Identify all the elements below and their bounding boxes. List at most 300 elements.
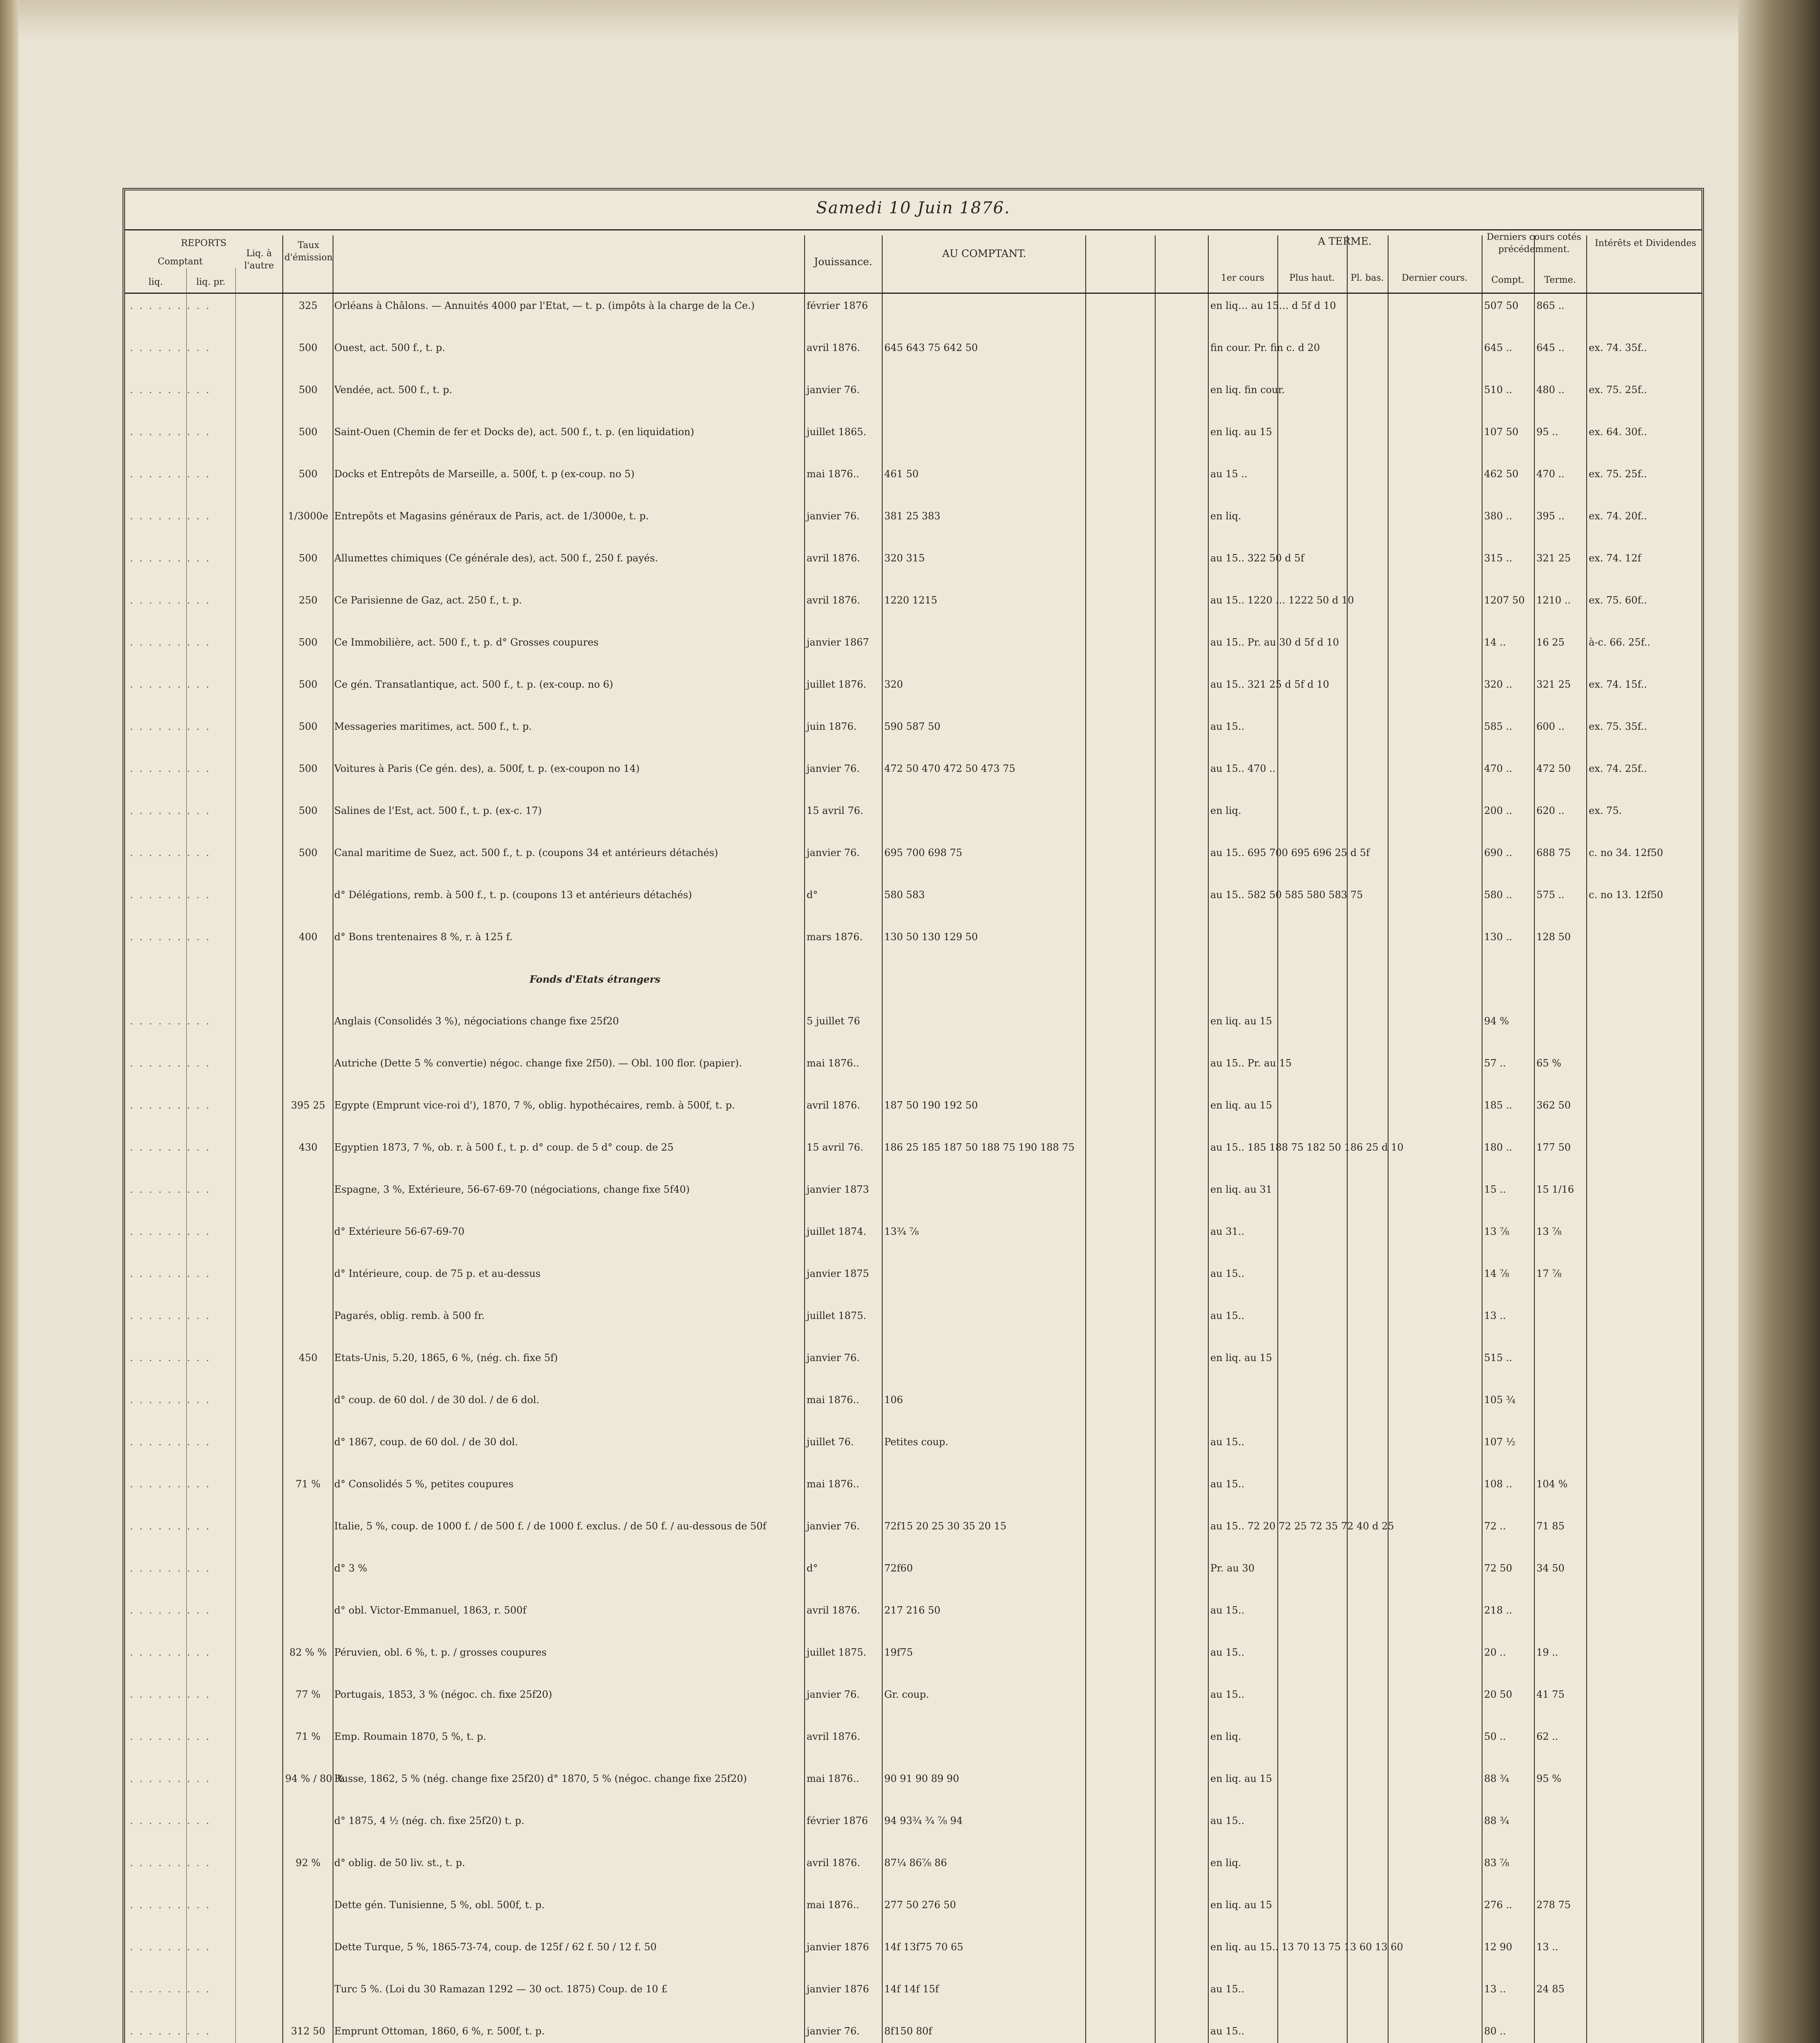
last-compt-cell: 180 .. (1484, 1142, 1512, 1153)
reports-dots: . . . . . . . . . (130, 1352, 211, 1363)
jouissance-cell: janvier 1876 (807, 1941, 869, 1953)
terme-cell: en liq. (1210, 1731, 1241, 1742)
comptant-cell: 130 50 130 129 50 (884, 931, 978, 943)
jouissance-cell: juillet 1876. (807, 679, 867, 690)
dividend-cell: ex. 74. 15f.. (1589, 679, 1647, 690)
designation-cell: Portugais, 1853, 3 % (négoc. ch. fixe 25f20) (334, 1689, 552, 1700)
jouissance-cell: février 1876 (807, 1815, 868, 1826)
reports-dots: . . . . . . . . . (130, 2025, 211, 2037)
reports-dots: . . . . . . . . . (130, 1142, 211, 1153)
terme-cell: en liq. au 15.. 13 70 13 75 13 60 13 60 (1210, 1941, 1403, 1953)
comptant-cell: 106 (884, 1394, 903, 1406)
quotation-row (125, 381, 1701, 402)
header-reports: REPORTS (181, 238, 227, 248)
designation-cell: Egypte (Emprunt vice-roi d'), 1870, 7 %, oblig. hypothécaires, remb. à 500f, t. p. (334, 1100, 735, 1111)
comptant-cell: 72f15 20 25 30 35 20 15 (884, 1520, 1006, 1532)
reports-dots: . . . . . . . . . (130, 1773, 211, 1784)
header-plus-haut: Plus haut. (1289, 273, 1335, 283)
designation-cell: Russe, 1862, 5 % (nég. change fixe 25f20) d° 1870, 5 % (négoc. change fixe 25f20) (334, 1773, 747, 1784)
quotation-row (125, 1307, 1701, 1328)
jouissance-cell: juin 1876. (807, 721, 857, 732)
quotation-row (125, 1096, 1701, 1118)
taux-cell: 82 % % (289, 1647, 327, 1658)
reports-dots: . . . . . . . . . (130, 1394, 211, 1406)
quotation-row (125, 2022, 1701, 2043)
jouissance-cell: mars 1876. (807, 931, 863, 943)
last-compt-cell: 13 .. (1484, 1310, 1506, 1321)
quotation-row (125, 718, 1701, 739)
taux-cell: 71 % (295, 1478, 321, 1490)
reports-dots: . . . . . . . . . (130, 1478, 211, 1490)
last-compt-cell: 72 50 (1484, 1562, 1512, 1574)
comptant-cell: 186 25 185 187 50 188 75 190 188 75 (884, 1142, 1075, 1153)
last-compt-cell: 585 .. (1484, 721, 1512, 732)
last-compt-cell: 510 .. (1484, 384, 1512, 396)
last-compt-cell: 13 ⅞ (1484, 1226, 1509, 1237)
designation-cell: Egyptien 1873, 7 %, ob. r. à 500 f., t. p. d° coup. de 5 d° coup. de 25 (334, 1142, 674, 1153)
quotation-row (125, 886, 1701, 907)
taux-cell: 77 % (295, 1689, 321, 1700)
jouissance-cell: janvier 1867 (807, 637, 869, 648)
header-interets-dividendes: Intérêts et Dividendes (1594, 238, 1697, 248)
last-terme-cell: 15 1/16 (1536, 1184, 1574, 1195)
last-compt-cell: 315 .. (1484, 552, 1512, 564)
terme-cell: au 15.. 72 20 72 25 72 35 72 40 d 25 (1210, 1520, 1394, 1532)
last-terme-cell: 575 .. (1536, 889, 1565, 901)
reports-dots: . . . . . . . . . (130, 1226, 211, 1237)
last-compt-cell: 276 .. (1484, 1899, 1512, 1911)
jouissance-cell: mai 1876.. (807, 1057, 859, 1069)
reports-dots: . . . . . . . . . (130, 1015, 211, 1027)
terme-cell: au 15.. 321 25 d 5f d 10 (1210, 679, 1329, 690)
reports-dots: . . . . . . . . . (130, 1057, 211, 1069)
reports-dots: . . . . . . . . . (130, 552, 211, 564)
last-compt-cell: 88 ¾ (1484, 1815, 1509, 1826)
taux-cell: 500 (299, 763, 317, 774)
reports-dots: . . . . . . . . . (130, 1689, 211, 1700)
last-terme-cell: 16 25 (1536, 637, 1565, 648)
reports-dots: . . . . . . . . . (130, 595, 211, 606)
taux-cell: 500 (299, 342, 317, 353)
header-top-rule (125, 229, 1701, 230)
comptant-cell: 461 50 (884, 468, 919, 480)
quotation-row (125, 1054, 1701, 1075)
designation-cell: Salines de l'Est, act. 500 f., t. p. (ex-c. 17) (334, 805, 542, 816)
last-compt-cell: 107 50 (1484, 426, 1518, 438)
last-terme-cell: 645 .. (1536, 342, 1565, 353)
last-compt-cell: 15 .. (1484, 1184, 1506, 1195)
designation-cell: Voitures à Paris (Ce gén. des), a. 500f, t. p. (ex-coupon no 14) (334, 763, 640, 774)
last-compt-cell: 14 ⅞ (1484, 1268, 1509, 1279)
taux-cell: 450 (299, 1352, 317, 1363)
terme-cell: au 15.. 322 50 d 5f (1210, 552, 1304, 564)
quotation-row (125, 1180, 1701, 1202)
quotation-row (125, 591, 1701, 612)
quotation-row (125, 1812, 1701, 1833)
dividend-cell: ex. 75. 25f.. (1589, 468, 1647, 480)
last-terme-cell: 600 .. (1536, 721, 1565, 732)
last-terme-cell: 65 % (1536, 1057, 1561, 1069)
designation-cell: Emp. Roumain 1870, 5 %, t. p. (334, 1731, 486, 1742)
quotation-row (125, 1433, 1701, 1454)
last-terme-cell: 321 25 (1536, 679, 1571, 690)
jouissance-cell: janvier 1873 (807, 1184, 869, 1195)
terme-cell: au 15.. (1210, 1689, 1245, 1700)
reports-dots: . . . . . . . . . (130, 1647, 211, 1658)
quotation-row (125, 1517, 1701, 1538)
taux-cell: 500 (299, 426, 317, 438)
comptant-cell: 590 587 50 (884, 721, 941, 732)
last-terme-cell: 177 50 (1536, 1142, 1571, 1153)
taux-cell: 500 (299, 805, 317, 816)
jouissance-cell: mai 1876.. (807, 1478, 859, 1490)
terme-cell: fin cour. Pr. fin c. d 20 (1210, 342, 1320, 353)
last-compt-cell: 88 ¾ (1484, 1773, 1509, 1784)
jouissance-cell: janvier 76. (807, 510, 860, 522)
jouissance-cell: janvier 76. (807, 2025, 860, 2037)
last-terme-cell: 321 25 (1536, 552, 1571, 564)
terme-cell: au 15.. Pr. au 30 d 5f d 10 (1210, 637, 1339, 648)
quotation-row (125, 507, 1701, 528)
last-compt-cell: 20 .. (1484, 1647, 1506, 1658)
taux-cell: 325 (299, 300, 317, 311)
last-terme-cell: 19 .. (1536, 1647, 1558, 1658)
jouissance-cell: janvier 76. (807, 384, 860, 396)
reports-dots: . . . . . . . . . (130, 1184, 211, 1195)
designation-cell: Ce gén. Transatlantique, act. 500 f., t. p. (ex-coup. no 6) (334, 679, 613, 690)
reports-dots: . . . . . . . . . (130, 679, 211, 690)
last-compt-cell: 14 .. (1484, 637, 1506, 648)
quotation-row (125, 1559, 1701, 1580)
reports-dots: . . . . . . . . . (130, 805, 211, 816)
quotation-row (125, 297, 1701, 318)
last-compt-cell: 380 .. (1484, 510, 1512, 522)
header-liq-pr: liq. pr. (196, 277, 226, 287)
reports-dots: . . . . . . . . . (130, 721, 211, 732)
comptant-cell: 320 315 (884, 552, 925, 564)
terme-cell: au 15.. (1210, 1436, 1245, 1448)
last-terme-cell: 71 85 (1536, 1520, 1565, 1532)
header-premier-cours: 1er cours (1221, 273, 1265, 283)
last-compt-cell: 80 .. (1484, 2025, 1506, 2037)
terme-cell: en liq. au 15 (1210, 1899, 1272, 1911)
last-compt-cell: 1207 50 (1484, 595, 1525, 606)
dividend-cell: ex. 75. 35f.. (1589, 721, 1647, 732)
comptant-cell: 14f 14f 15f (884, 1983, 939, 1995)
designation-cell: Ouest, act. 500 f., t. p. (334, 342, 445, 353)
terme-cell: au 15.. (1210, 721, 1245, 732)
jouissance-cell: mai 1876.. (807, 1899, 859, 1911)
designation-cell: d° 1867, coup. de 60 dol. / de 30 dol. (334, 1436, 518, 1448)
last-terme-cell: 620 .. (1536, 805, 1565, 816)
last-compt-cell: 20 50 (1484, 1689, 1512, 1700)
designation-cell: d° Intérieure, coup. de 75 p. et au-dessus (334, 1268, 541, 1279)
quotation-row (125, 1854, 1701, 1875)
quotation-row (125, 1012, 1701, 1033)
last-compt-cell: 94 % (1484, 1015, 1509, 1027)
last-terme-cell: 362 50 (1536, 1100, 1571, 1111)
last-compt-cell: 50 .. (1484, 1731, 1506, 1742)
jouissance-cell: janvier 76. (807, 847, 860, 858)
comptant-cell: 645 643 75 642 50 (884, 342, 978, 353)
last-terme-cell: 128 50 (1536, 931, 1571, 943)
taux-cell: 1/3000e (288, 510, 329, 522)
jouissance-cell: juillet 1865. (807, 426, 867, 438)
taux-cell: 500 (299, 679, 317, 690)
designation-cell: d° Consolidés 5 %, petites coupures (334, 1478, 514, 1490)
last-terme-cell: 95 .. (1536, 426, 1558, 438)
taux-cell: 500 (299, 384, 317, 396)
binding-edge-left (0, 0, 18, 2043)
terme-cell: au 15.. (1210, 1268, 1245, 1279)
taux-cell: 500 (299, 637, 317, 648)
section-heading-row (125, 970, 1701, 991)
quotation-row (125, 423, 1701, 444)
taux-cell: 94 % / 80 % (285, 1773, 345, 1784)
designation-cell: Espagne, 3 %, Extérieure, 56-67-69-70 (négociations, change fixe 5f40) (334, 1184, 690, 1195)
last-terme-cell: 1210 .. (1536, 595, 1571, 606)
jouissance-cell: d° (807, 889, 818, 901)
reports-dots: . . . . . . . . . (130, 510, 211, 522)
quotation-row (125, 1223, 1701, 1244)
quotation-row (125, 1138, 1701, 1160)
quotation-row (125, 1265, 1701, 1286)
last-compt-cell: 12 90 (1484, 1941, 1512, 1953)
header-dernier-cours: Dernier cours. (1402, 273, 1468, 283)
designation-cell: d° 3 % (334, 1562, 367, 1574)
designation-cell: Turc 5 %. (Loi du 30 Ramazan 1292 — 30 oct. 1875) Coup. de 10 £ (334, 1983, 668, 1995)
stock-quotation-sheet (123, 188, 1704, 2043)
taux-cell: 500 (299, 721, 317, 732)
designation-cell: d° 1875, 4 ½ (nég. ch. fixe 25f20) t. p. (334, 1815, 525, 1826)
designation-cell: Entrepôts et Magasins généraux de Paris, act. de 1/3000e, t. p. (334, 510, 649, 522)
designation-cell: Saint-Ouen (Chemin de fer et Docks de), act. 500 f., t. p. (en liquidation) (334, 426, 694, 438)
dividend-cell: c. no 13. 12f50 (1589, 889, 1663, 901)
quotation-row (125, 1475, 1701, 1496)
jouissance-cell: juillet 76. (807, 1436, 854, 1448)
quotation-row (125, 633, 1701, 655)
taux-cell: 71 % (295, 1731, 321, 1742)
jouissance-cell: juillet 1875. (807, 1647, 867, 1658)
quotation-row (125, 1896, 1701, 1917)
comptant-cell: 472 50 470 472 50 473 75 (884, 763, 1015, 774)
taux-cell: 400 (299, 931, 317, 943)
terme-cell: au 15.. 470 .. (1210, 763, 1276, 774)
terme-cell: au 15.. (1210, 1310, 1245, 1321)
last-compt-cell: 185 .. (1484, 1100, 1512, 1111)
designation-cell: d° Délégations, remb. à 500 f., t. p. (coupons 13 et antérieurs détachés) (334, 889, 692, 901)
terme-cell: au 15.. 185 188 75 182 50 186 25 d 10 (1210, 1142, 1404, 1153)
designation-cell: d° obl. Victor-Emmanuel, 1863, r. 500f (334, 1605, 526, 1616)
dividend-cell: ex. 74. 25f.. (1589, 763, 1647, 774)
jouissance-cell: mai 1876.. (807, 1773, 859, 1784)
reports-dots: . . . . . . . . . (130, 1857, 211, 1869)
taux-cell: 92 % (295, 1857, 321, 1869)
last-compt-cell: 218 .. (1484, 1605, 1512, 1616)
jouissance-cell: mai 1876.. (807, 468, 859, 480)
reports-dots: . . . . . . . . . (130, 1605, 211, 1616)
terme-cell: au 31.. (1210, 1226, 1245, 1237)
jouissance-cell: mai 1876.. (807, 1394, 859, 1406)
terme-cell: en liq. (1210, 805, 1241, 816)
quotation-row (125, 1601, 1701, 1623)
quotation-row (125, 549, 1701, 570)
dividend-cell: ex. 64. 30f.. (1589, 426, 1647, 438)
comptant-cell: 8f150 80f (884, 2025, 932, 2037)
comptant-cell: 14f 13f75 70 65 (884, 1941, 964, 1953)
comptant-cell: Gr. coup. (884, 1689, 929, 1700)
reports-dots: . . . . . . . . . (130, 1100, 211, 1111)
reports-dots: . . . . . . . . . (130, 637, 211, 648)
quotation-row (125, 802, 1701, 823)
reports-dots: . . . . . . . . . (130, 1983, 211, 1995)
terme-cell: en liq. au 31 (1210, 1184, 1272, 1195)
last-terme-cell: 13 .. (1536, 1941, 1558, 1953)
last-terme-cell: 95 % (1536, 1773, 1561, 1784)
last-terme-cell: 34 50 (1536, 1562, 1565, 1574)
quotation-row (125, 1643, 1701, 1665)
terme-cell: en liq. au 15 (1210, 1100, 1272, 1111)
comptant-cell: 217 216 50 (884, 1605, 941, 1616)
reports-dots: . . . . . . . . . (130, 1731, 211, 1742)
designation-cell: Emprunt Ottoman, 1860, 6 %, r. 500f, t. p. (334, 2025, 545, 2037)
terme-cell: en liq. (1210, 1857, 1241, 1869)
last-compt-cell: 690 .. (1484, 847, 1512, 858)
comptant-cell: 19f75 (884, 1647, 913, 1658)
designation-cell: d° Bons trentenaires 8 %, r. à 125 f. (334, 931, 513, 943)
terme-cell: en liq. au 15 (1210, 1352, 1272, 1363)
comptant-cell: 580 583 (884, 889, 925, 901)
last-compt-cell: 130 .. (1484, 931, 1512, 943)
quotation-row (125, 760, 1701, 781)
last-terme-cell: 472 50 (1536, 763, 1571, 774)
jouissance-cell: janvier 1875 (807, 1268, 869, 1279)
reports-dots: . . . . . . . . . (130, 763, 211, 774)
terme-cell: en liq. au 15 (1210, 1773, 1272, 1784)
header-jouissance: Jouissance. (814, 256, 872, 268)
last-compt-cell: 200 .. (1484, 805, 1512, 816)
terme-cell: au 15.. (1210, 1478, 1245, 1490)
header-comptant: Comptant (158, 257, 203, 267)
designation-cell: d° Extérieure 56-67-69-70 (334, 1226, 465, 1237)
header-liq: liq. (148, 277, 163, 287)
last-compt-cell: 105 ¾ (1484, 1394, 1516, 1406)
last-compt-cell: 13 .. (1484, 1983, 1506, 1995)
jouissance-cell: avril 1876. (807, 1857, 861, 1869)
designation-cell: Etats-Unis, 5.20, 1865, 6 %, (nég. ch. fixe 5f) (334, 1352, 558, 1363)
jouissance-cell: avril 1876. (807, 1731, 861, 1742)
reports-dots: . . . . . . . . . (130, 1310, 211, 1321)
header-terme: Terme. (1544, 275, 1576, 285)
last-compt-cell: 57 .. (1484, 1057, 1506, 1069)
last-compt-cell: 515 .. (1484, 1352, 1512, 1363)
designation-cell: Anglais (Consolidés 3 %), négociations change fixe 25f20 (334, 1015, 619, 1027)
reports-dots: . . . . . . . . . (130, 1268, 211, 1279)
reports-dots: . . . . . . . . . (130, 384, 211, 396)
jouissance-cell: janvier 76. (807, 1689, 860, 1700)
terme-cell: au 15.. (1210, 1647, 1245, 1658)
last-terme-cell: 278 75 (1536, 1899, 1571, 1911)
designation-cell: Allumettes chimiques (Ce générale des), act. 500 f., 250 f. payés. (334, 552, 658, 564)
last-terme-cell: 470 .. (1536, 468, 1565, 480)
dividend-cell: c. no 34. 12f50 (1589, 847, 1663, 858)
jouissance-cell: juillet 1875. (807, 1310, 867, 1321)
terme-cell: au 15 .. (1210, 468, 1248, 480)
comptant-cell: 1220 1215 (884, 595, 937, 606)
last-compt-cell: 108 .. (1484, 1478, 1512, 1490)
comptant-cell: 695 700 698 75 (884, 847, 962, 858)
designation-cell: Autriche (Dette 5 % convertie) négoc. change fixe 2f50). — Obl. 100 flor. (papier). (334, 1057, 742, 1069)
comptant-cell: 94 93¾ ¾ ⅞ 94 (884, 1815, 963, 1826)
dividend-cell: à-c. 66. 25f.. (1589, 637, 1650, 648)
last-terme-cell: 62 .. (1536, 1731, 1558, 1742)
last-compt-cell: 507 50 (1484, 300, 1518, 311)
reports-dots: . . . . . . . . . (130, 1562, 211, 1574)
terme-cell: en liq. fin cour. (1210, 384, 1285, 396)
jouissance-cell: avril 1876. (807, 1605, 861, 1616)
designation-cell: Dette Turque, 5 %, 1865-73-74, coup. de 125f / 62 f. 50 / 12 f. 50 (334, 1941, 657, 1953)
terme-cell: au 15.. 582 50 585 580 583 75 (1210, 889, 1363, 901)
page-edge-top (18, 0, 1738, 39)
terme-cell: au 15.. (1210, 1815, 1245, 1826)
jouissance-cell: janvier 76. (807, 1352, 860, 1363)
terme-cell: Pr. au 30 (1210, 1562, 1255, 1574)
binding-edge-right (1738, 0, 1820, 2043)
header-plus-bas: Pl. bas. (1350, 273, 1384, 283)
terme-cell: au 15.. (1210, 1605, 1245, 1616)
page-title: Samedi 10 Juin 1876. (816, 199, 1011, 217)
quotation-row (125, 844, 1701, 865)
taux-cell: 500 (299, 468, 317, 480)
terme-cell: au 15.. (1210, 2025, 1245, 2037)
last-terme-cell: 688 75 (1536, 847, 1571, 858)
designation-cell: Dette gén. Tunisienne, 5 %, obl. 500f, t. p. (334, 1899, 545, 1911)
taux-cell: 312 50 (291, 2025, 325, 2037)
last-terme-cell: 480 .. (1536, 384, 1565, 396)
designation-cell: Pagarés, oblig. remb. à 500 fr. (334, 1310, 485, 1321)
dividend-cell: ex. 74. 35f.. (1589, 342, 1647, 353)
designation-cell: Canal maritime de Suez, act. 500 f., t. p. (coupons 34 et antérieurs détachés) (334, 847, 718, 858)
comptant-cell: 381 25 383 (884, 510, 941, 522)
comptant-cell: 187 50 190 192 50 (884, 1100, 978, 1111)
jouissance-cell: janvier 76. (807, 763, 860, 774)
header-bottom-rule (125, 293, 1701, 294)
comptant-cell: 13¾ ⅞ (884, 1226, 919, 1237)
jouissance-cell: 15 avril 76. (807, 805, 863, 816)
terme-cell: au 15.. Pr. au 15 (1210, 1057, 1292, 1069)
terme-cell: en liq. au 15 (1210, 426, 1272, 438)
dividend-cell: ex. 74. 12f (1589, 552, 1641, 564)
terme-cell: en liq. (1210, 510, 1241, 522)
quotation-row (125, 928, 1701, 949)
designation-cell: Docks et Entrepôts de Marseille, a. 500f, t. p (ex-coup. no 5) (334, 468, 635, 480)
jouissance-cell: janvier 1876 (807, 1983, 869, 1995)
comptant-cell: 90 91 90 89 90 (884, 1773, 959, 1784)
last-compt-cell: 470 .. (1484, 763, 1512, 774)
jouissance-cell: janvier 76. (807, 1520, 860, 1532)
reports-dots: . . . . . . . . . (130, 931, 211, 943)
jouissance-cell: 5 juillet 76 (807, 1015, 860, 1027)
last-compt-cell: 72 .. (1484, 1520, 1506, 1532)
dividend-cell: ex. 75. 60f.. (1589, 595, 1647, 606)
terme-cell: au 15.. 1220 … 1222 50 d 10 (1210, 595, 1354, 606)
terme-cell: au 15.. (1210, 1983, 1245, 1995)
last-terme-cell: 395 .. (1536, 510, 1565, 522)
designation-cell: Italie, 5 %, coup. de 1000 f. / de 500 f. / de 1000 f. exclus. / de 50 f. / au-dessous de 50f (334, 1520, 767, 1532)
last-compt-cell: 462 50 (1484, 468, 1518, 480)
reports-dots: . . . . . . . . . (130, 1899, 211, 1911)
dividend-cell: ex. 74. 20f.. (1589, 510, 1647, 522)
